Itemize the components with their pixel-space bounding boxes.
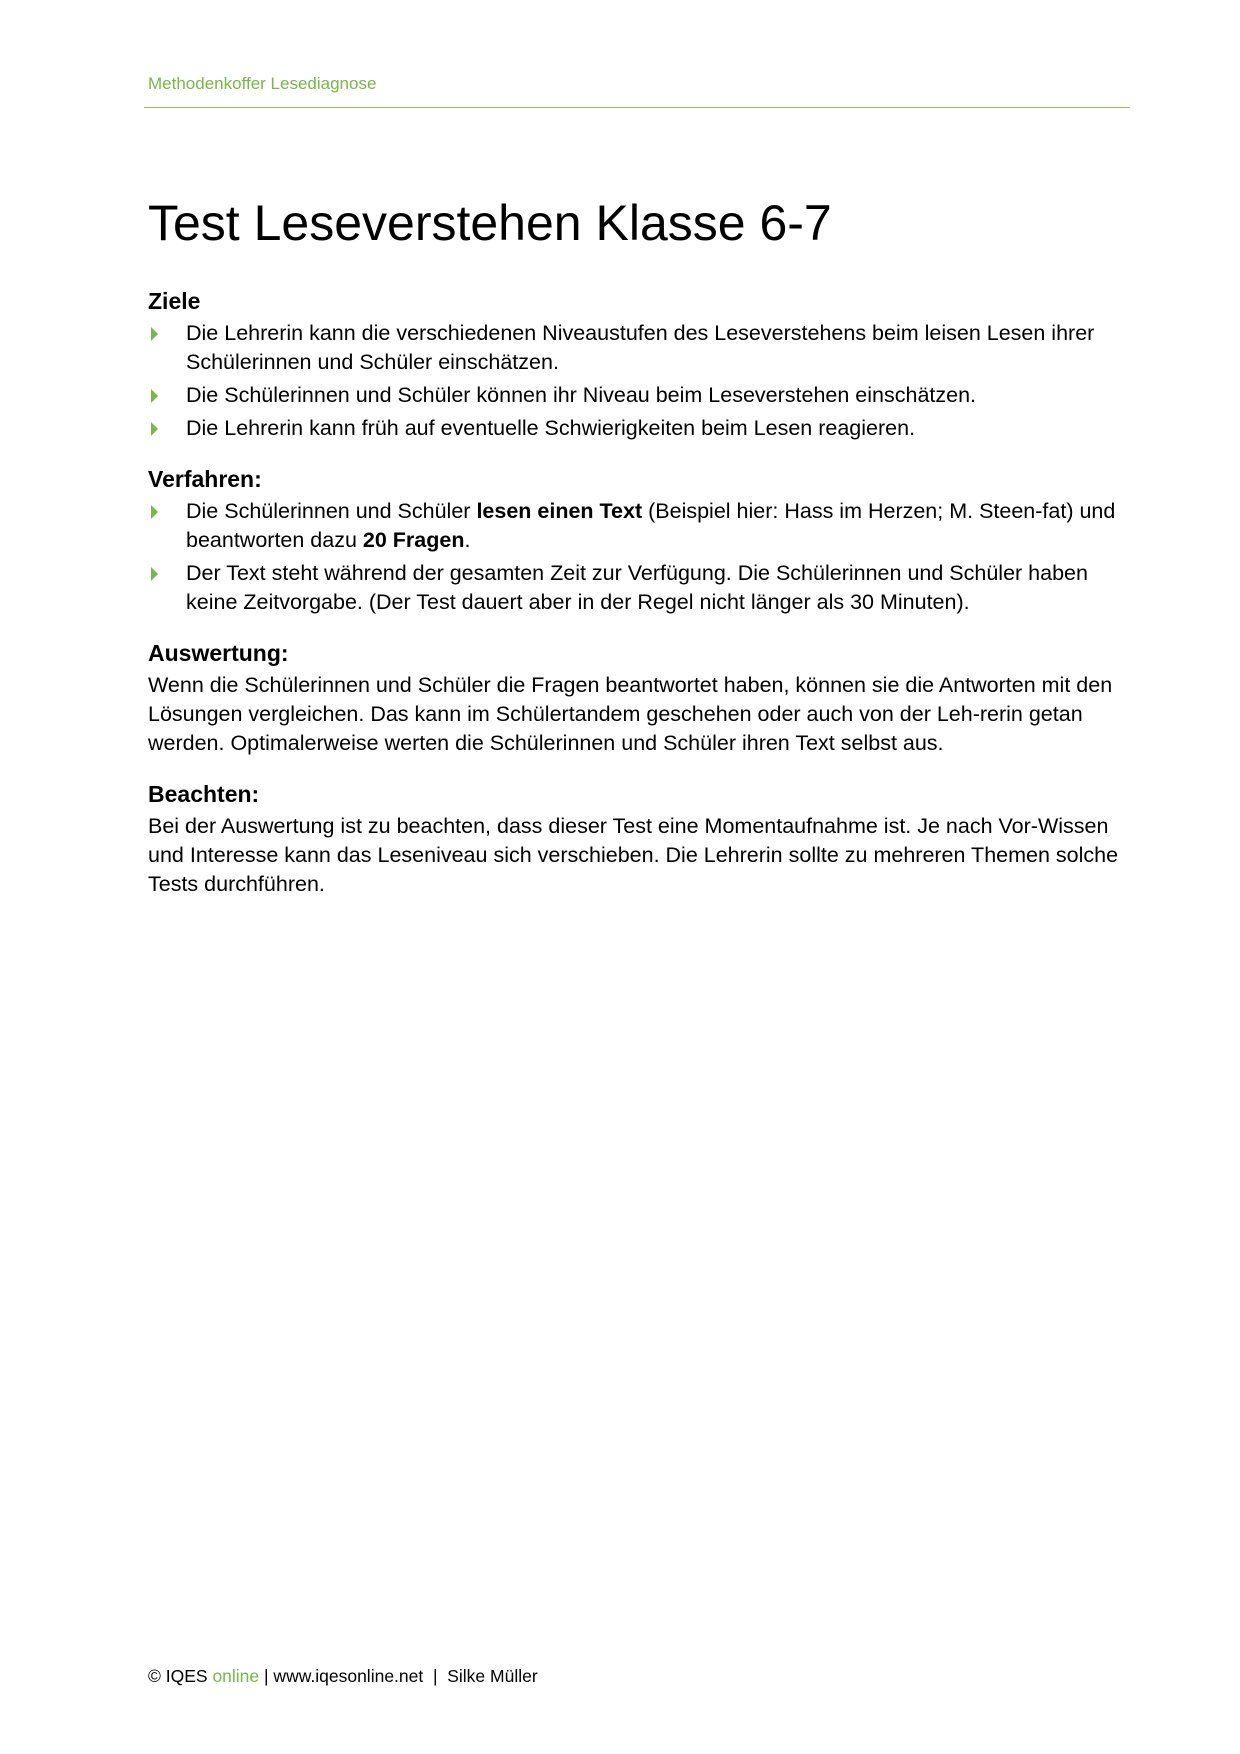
triangle-right-icon <box>151 389 158 403</box>
page-footer <box>148 1666 538 1687</box>
list-item <box>148 497 1128 555</box>
verfahren-list <box>148 497 1128 617</box>
ziele-list <box>148 319 1128 443</box>
auswertung-paragraph: Wenn die Schülerinnen und Schüler die Fragen beantwortet haben, können sie die Antworten mit den Lösungen vergleichen. Das kann im Schülertandem geschehen oder auch von der Leh-rerin getan werden. Optimalerweise werten die Schülerinnen und Schüler ihren Text selbst aus. <box>148 673 1113 755</box>
list-item <box>148 381 1128 410</box>
section-heading-verfahren: Verfahren: <box>148 466 262 492</box>
list-item-text: Die Schülerinnen und Schüler können ihr Niveau beim Leseverstehen einschätzen. <box>186 383 977 407</box>
emphasis-text: lesen einen Text <box>476 499 643 523</box>
section-heading-auswertung: Auswertung: <box>148 640 289 666</box>
list-item-text-part: Die Schülerinnen und Schüler <box>186 499 477 523</box>
section-auswertung <box>148 638 1128 758</box>
section-heading-beachten: Beachten: <box>148 781 260 807</box>
header-divider <box>144 107 1130 108</box>
list-item <box>148 319 1128 377</box>
section-ziele <box>148 286 1128 443</box>
footer-website-author: | www.iqesonline.net | Silke Müller <box>259 1666 538 1686</box>
list-item <box>148 559 1128 617</box>
footer-online-label: online <box>212 1666 260 1686</box>
list-item-text: Die Lehrerin kann früh auf eventuelle Schwierigkeiten beim Lesen reagieren. <box>186 416 916 440</box>
footer-copyright: © IQES <box>148 1666 213 1686</box>
triangle-right-icon <box>151 327 158 341</box>
list-item-text: Der Text steht während der gesamten Zeit zur Verfügung. Die Schülerinnen und Schüler haben keine Zeitvorgabe. (Der Test dauert aber in der Regel nicht länger als 30 Minuten). <box>186 561 1088 614</box>
section-beachten <box>148 779 1128 899</box>
section-heading-ziele: Ziele <box>148 288 201 314</box>
list-item-text: Die Lehrerin kann die verschiedenen Niveaustufen des Leseverstehens beim leisen Lesen ihrer Schülerinnen und Schüler einschätzen. <box>186 321 1095 374</box>
document-body <box>148 286 1128 920</box>
page-header: Methodenkoffer Lesediagnose <box>148 74 377 93</box>
list-item <box>148 414 1128 443</box>
section-verfahren <box>148 464 1128 617</box>
triangle-right-icon <box>151 505 158 519</box>
emphasis-text: 20 Fragen <box>362 528 465 552</box>
beachten-paragraph: Bei der Auswertung ist zu beachten, dass dieser Test eine Momentaufnahme ist. Je nach Vor-Wissen und Interesse kann das Leseniveau sich verschieben. Die Lehrerin sollte zu mehreren Themen solche Tests durchführen. <box>148 814 1119 896</box>
list-item-text-part: (Beispiel hier: Hass im Herzen; M. Steen-fat) und beantworten dazu <box>186 499 1116 552</box>
triangle-right-icon <box>151 422 158 436</box>
list-item-text-part: . <box>464 528 471 552</box>
triangle-right-icon <box>151 567 158 581</box>
document-title: Test Leseverstehen Klasse 6-7 <box>148 195 832 251</box>
